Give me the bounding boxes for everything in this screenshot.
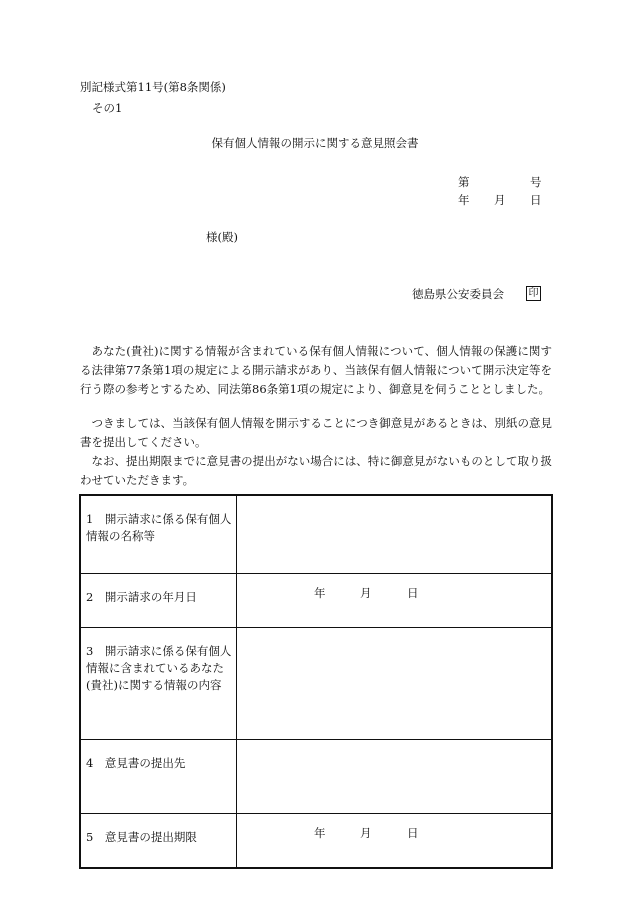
issue-date-month: 月 bbox=[494, 193, 506, 207]
table-row bbox=[80, 495, 552, 574]
row-label-submission-deadline: 5 意見書の提出期限 bbox=[80, 814, 237, 869]
body-paragraph-1: あなた(貴社)に関する情報が含まれている保有個人情報について、個人情報の保護に関する法律第77条第1項の規定による開示請求があり、当該保有個人情報について開示決定等を行う際の参考とするため、同法第86条第1項の規定により、御意見を伺うこととしました。 bbox=[80, 344, 552, 396]
table-row bbox=[80, 814, 552, 869]
table-row bbox=[80, 740, 552, 814]
reference-number-prefix: 第 bbox=[458, 175, 470, 189]
deadline-day: 日 bbox=[407, 826, 419, 840]
issue-date-day: 日 bbox=[530, 193, 542, 207]
submission-destination-field[interactable] bbox=[237, 740, 553, 814]
body-paragraph-3: なお、提出期限までに意見書の提出がない場合には、特に御意見がないものとして取り扱わせていただきます。 bbox=[80, 454, 552, 487]
request-date-day: 日 bbox=[407, 586, 419, 600]
requested-info-name-field[interactable] bbox=[237, 495, 553, 574]
document-title: 保有個人情報の開示に関する意見照会書 bbox=[211, 136, 419, 150]
seal-mark: 印 bbox=[526, 286, 541, 301]
form-sub-number: その1 bbox=[92, 101, 123, 115]
addressee: 様(殿) bbox=[206, 230, 238, 244]
deadline-year: 年 bbox=[314, 826, 326, 840]
submission-deadline-field[interactable] bbox=[237, 814, 553, 869]
request-info-table bbox=[79, 494, 553, 869]
issue-date-year: 年 bbox=[458, 193, 470, 207]
form-number: 別記様式第11号(第8条関係) bbox=[80, 80, 226, 94]
sender-name: 徳島県公安委員会 bbox=[412, 287, 504, 301]
request-date-year: 年 bbox=[314, 586, 326, 600]
body-paragraph-2: つきましては、当該保有個人情報を開示することにつき御意見があるときは、別紙の意見書を提出してください。 bbox=[80, 416, 552, 449]
row-label-requested-info-name: 1 開示請求に係る保有個人情報の名称等 bbox=[80, 495, 237, 574]
table-row bbox=[80, 574, 552, 628]
row-label-request-date: 2 開示請求の年月日 bbox=[80, 574, 237, 628]
info-content-field[interactable] bbox=[237, 628, 553, 740]
deadline-month: 月 bbox=[360, 826, 372, 840]
request-date-month: 月 bbox=[360, 586, 372, 600]
reference-number-suffix: 号 bbox=[530, 175, 542, 189]
table-row bbox=[80, 628, 552, 740]
row-label-info-content: 3 開示請求に係る保有個人情報に含まれているあなた(貴社)に関する情報の内容 bbox=[80, 628, 237, 740]
request-date-field[interactable] bbox=[237, 574, 553, 628]
row-label-submission-destination: 4 意見書の提出先 bbox=[80, 740, 237, 814]
